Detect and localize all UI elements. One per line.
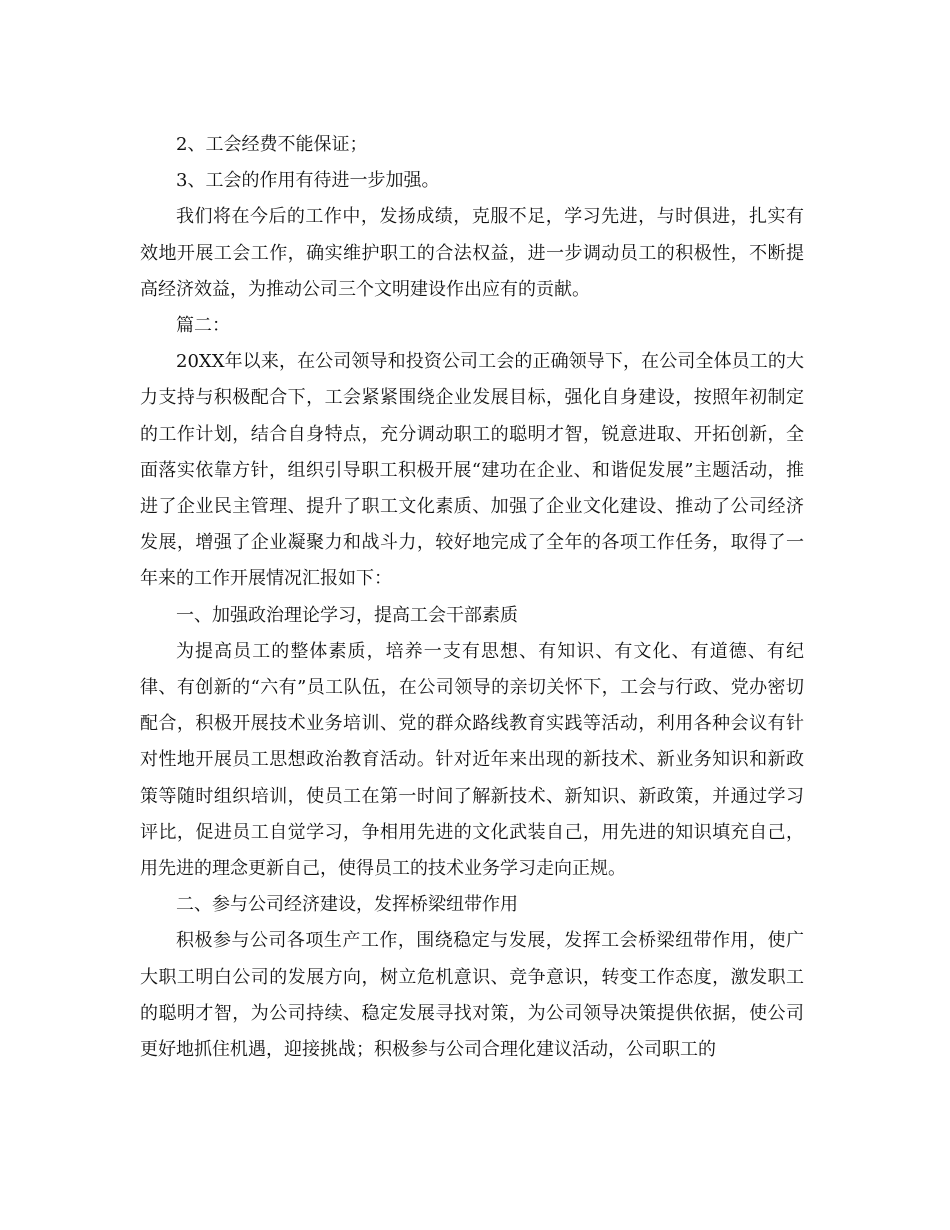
section-heading-part-two: 篇二：: [176, 315, 230, 337]
paragraph-production-work: 积极参与公司各项生产工作，围绕稳定与发展，发挥工会桥梁纽带作用，使广大职工明白公司的发展方向，树立危机意识、竞争意识，转变工作态度，激发职工的聪明才智，为公司持续、稳定发展寻找对策，为公司领导决策提供依据，使公司更好地抓住机遇，迎接挑战；积极参与公司合理化建议活动，公司职工的: [140, 930, 804, 1061]
paragraph-staff-quality: 为提高员工的整体素质，培养一支有思想、有知识、有文化、有道德、有纪律、有创新的“六有”员工队伍，在公司领导的亲切关怀下，工会与行政、党办密切配合，积极开展技术业务培训、党的群众路线教育实践等活动，利用各种会议有针对性地开展员工思想政治教育活动。针对近年来出现的新技术、新业务知识和新政策等随时组织培训，使员工在第一时间了解新技术、新知识、新政策，并通过学习评比，促进员工自觉学习，争相用先进的文化武装自己，用先进的知识填充自己，用先进的理念更新自己，使得员工的技术业务学习走向正规。: [140, 640, 804, 880]
paragraph-future-work: 我们将在今后的工作中，发扬成绩，克服不足，学习先进，与时俱进，扎实有效地开展工会工作，确实维护职工的合法权益，进一步调动员工的积极性，不断提高经济效益，为推动公司三个文明建设作出应有的贡献。: [140, 206, 804, 300]
heading-political-study: 一、加强政治理论学习，提高工会干部素质: [176, 604, 518, 626]
paragraph-annual-summary: 20XX年以来，在公司领导和投资公司工会的正确领导下，在公司全体员工的大力支持与积极配合下，工会紧紧围绕企业发展目标，强化自身建设，按照年初制定的工作计划，结合自身特点，充分调动职工的聪明才智，锐意进取、开拓创新，全面落实依靠方针，组织引导职工积极开展“建功在企业、和谐促发展”主题活动，推进了企业民主管理、提升了职工文化素质、加强了企业文化建设、推动了公司经济发展，增强了企业凝聚力和战斗力，较好地完成了全年的各项工作任务，取得了一年来的工作开展情况汇报如下：: [140, 351, 804, 590]
document-body: [140, 127, 804, 1068]
paragraph-role: 3、工会的作用有待进一步加强。: [176, 170, 440, 192]
heading-economic-construction: 二、参与公司经济建设，发挥桥梁纽带作用: [176, 894, 518, 916]
paragraph-funding: 2、工会经费不能保证；: [176, 134, 368, 155]
